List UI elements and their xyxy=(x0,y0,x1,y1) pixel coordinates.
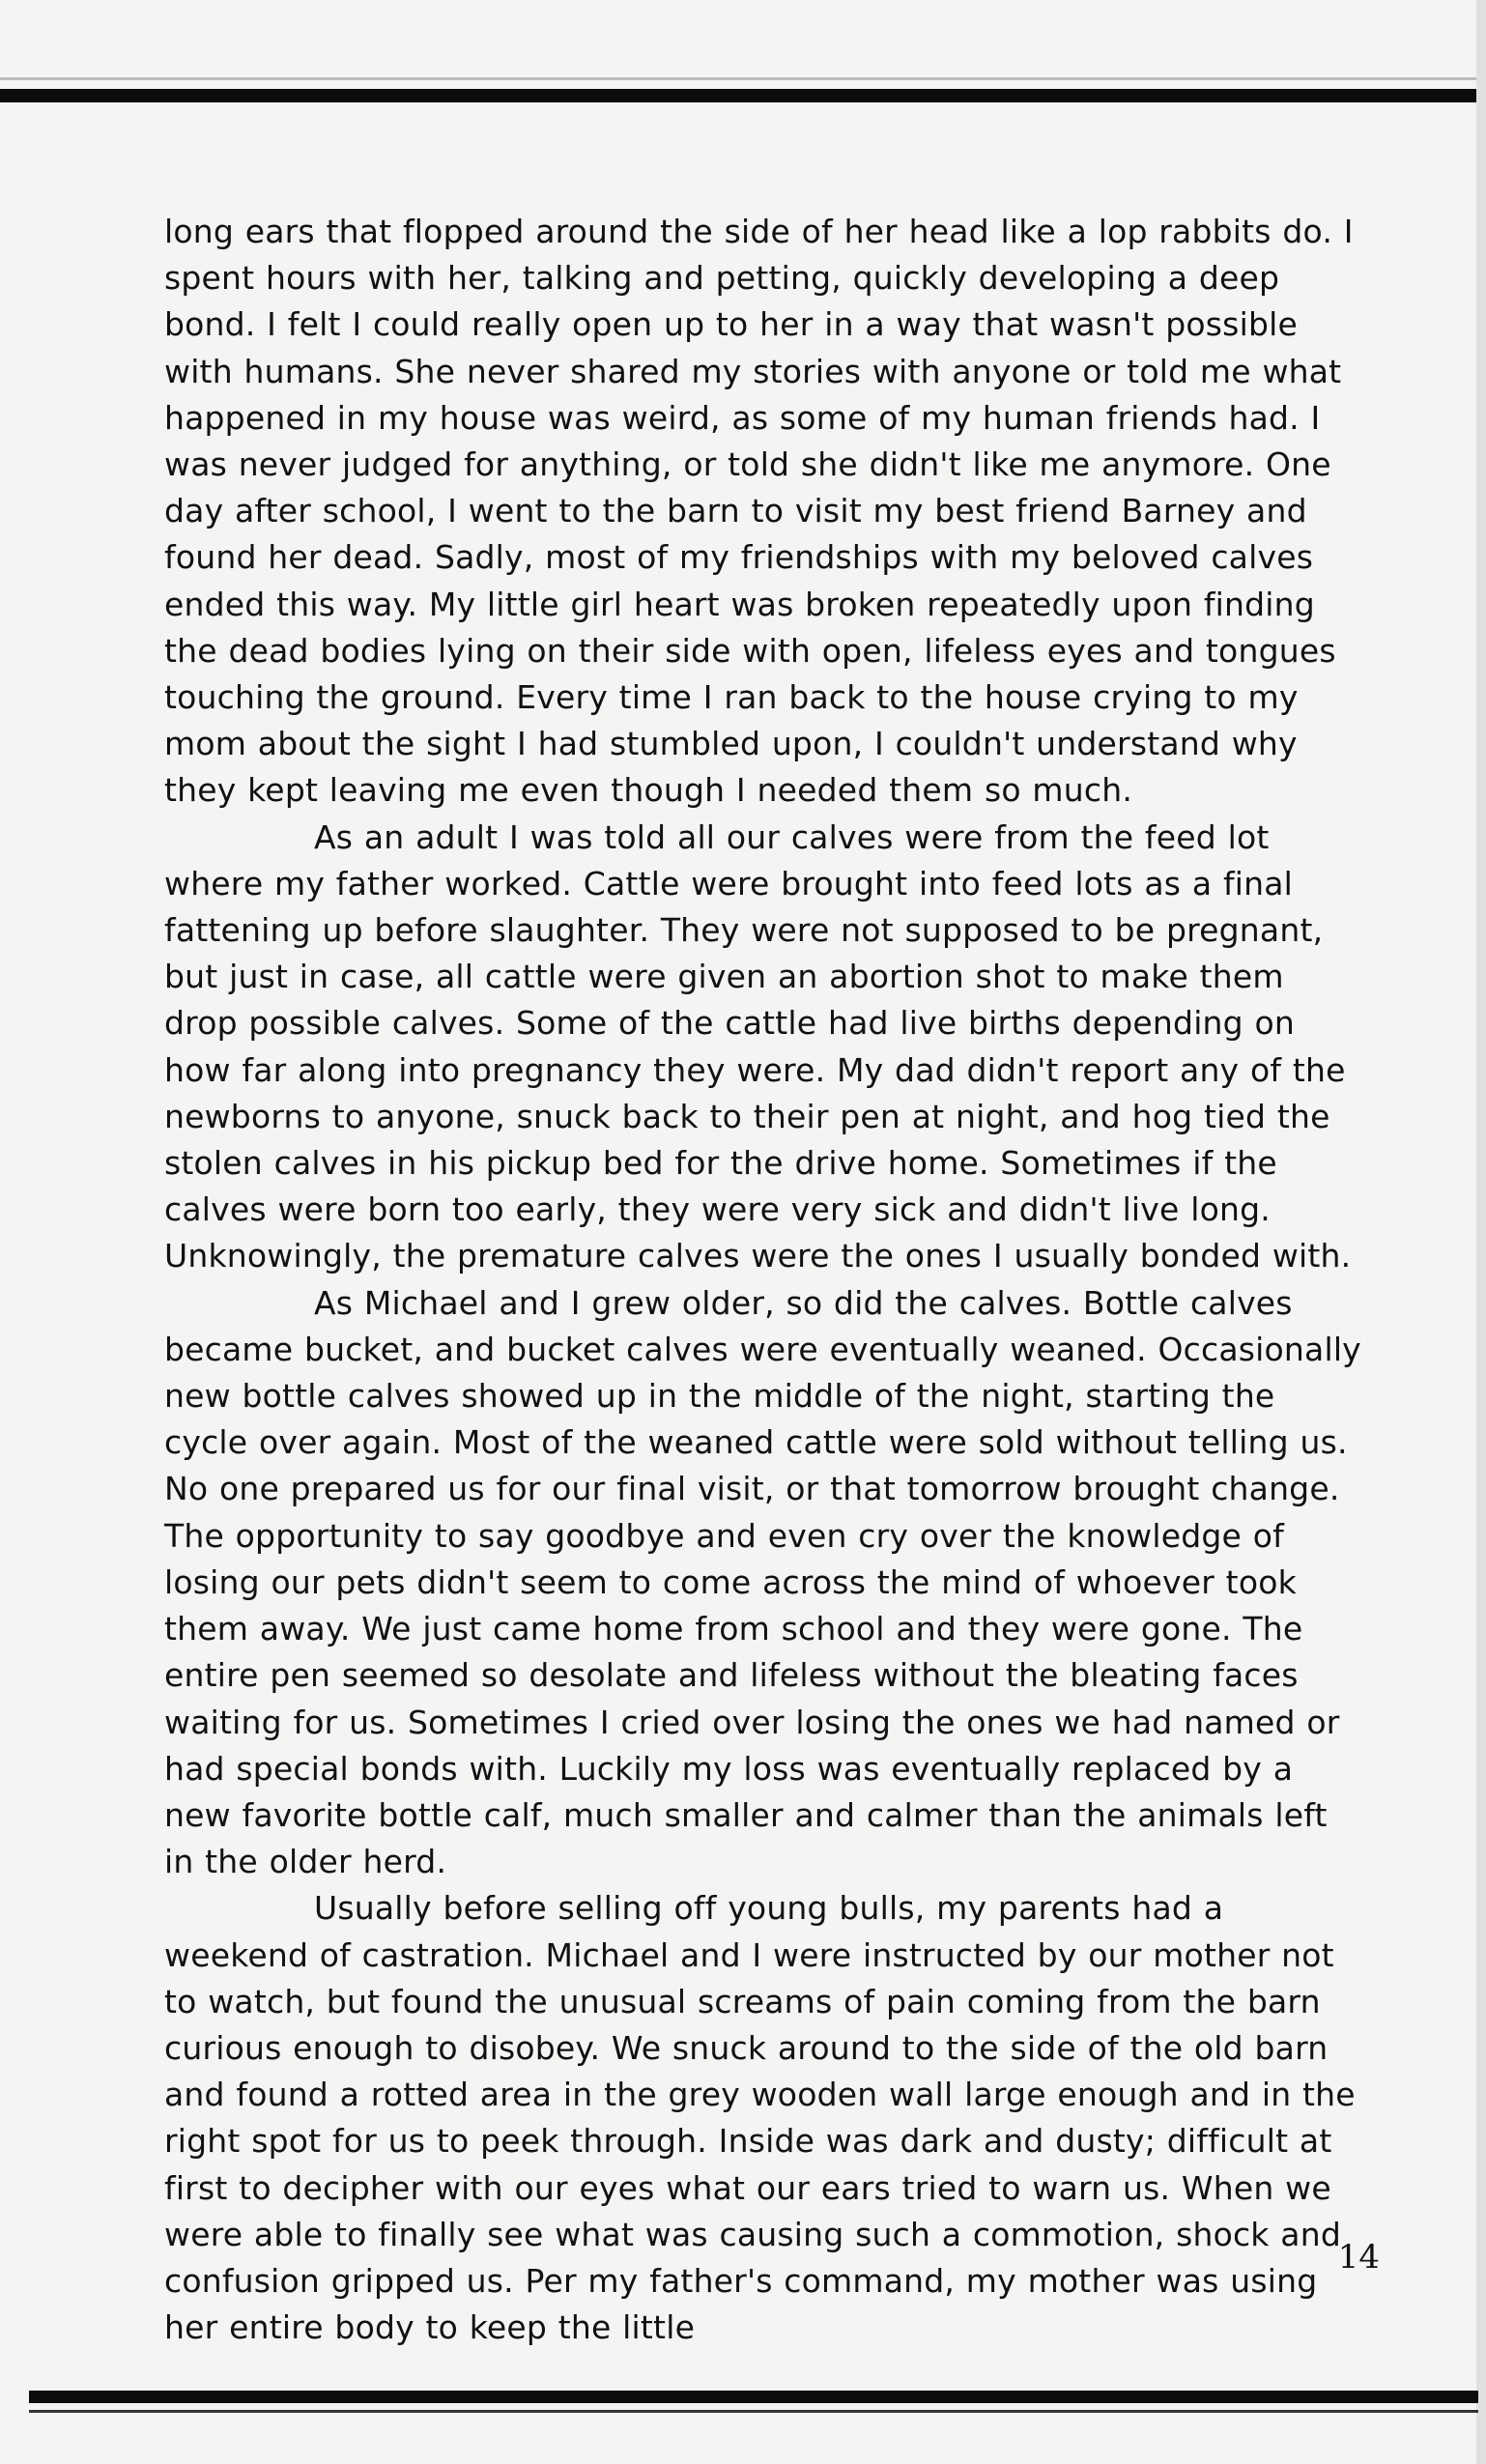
top-rule xyxy=(0,89,1478,102)
body-text xyxy=(164,209,1362,2351)
paragraph-2: As an adult I was told all our calves were from the feed lot where my father worked. Cattle were brought into feed lots as a final fattening up before slaughter. They were not supposed to be pregnant, but just in case, all cattle were given an abortion shot to make them drop possible calves. Some of the cattle had live births depending on how far along into pregnancy they were. My dad didn't report any of the newborns to anyone, snuck back to their pen at night, and hog tied the stolen calves in his pickup bed for the drive home. Sometimes if the calves were born too early, they were very sick and didn't live long. Unknowingly, the premature calves were the ones I usually bonded with. xyxy=(164,817,1352,1275)
page-edge xyxy=(1476,0,1486,2464)
top-thin-rule xyxy=(0,77,1478,80)
bottom-thin-rule xyxy=(29,2410,1478,2413)
paragraph-4: Usually before selling off young bulls, my parents had a weekend of castration. Michael and I were instructed by our mother not to watch, but found the unusual screams of pain coming from the barn curious enough to disobey. We snuck around to the side of the old barn and found a rotted area in the grey wooden wall large enough and in the right spot for us to peek through. Inside was dark and dusty; difficult at first to decipher with our eyes what our ears tried to warn us. When we were able to finally see what was causing such a commotion, shock and confusion gripped us. Per my father's command, my mother was using her entire body to keep the little xyxy=(164,1889,1356,2347)
page-number: 14 xyxy=(1337,2238,1380,2277)
bottom-rule xyxy=(29,2391,1478,2403)
paragraph-1: long ears that flopped around the side of her head like a lop rabbits do. I spent hours with her, talking and petting, quickly developing a deep bond. I felt I could really open up to her in a way that wasn't possible with humans. She never shared my stories with anyone or told me what happened in my house was weird, as some of my human friends had. I was never judged for anything, or told she didn't like me anymore. One day after school, I went to the barn to visit my best friend Barney and found her dead. Sadly, most of my friendships with my beloved calves ended this way. My little girl heart was broken repeatedly upon finding the dead bodies lying on their side with open, lifeless eyes and tongues touching the ground. Every time I ran back to the house crying to my mom about the sight I had stumbled upon, I couldn't understand why they kept leaving me even though I needed them so much. xyxy=(164,213,1354,810)
paragraph-3: As Michael and I grew older, so did the calves. Bottle calves became bucket, and bucket calves were eventually weaned. Occasionally new bottle calves showed up in the middle of the night, starting the cycle over again. Most of the weaned cattle were sold without telling us. No one prepared us for our final visit, or that tomorrow brought change. The opportunity to say goodbye and even cry over the knowledge of losing our pets didn't seem to come across the mind of whoever took them away. We just came home from school and they were gone. The entire pen seemed so desolate and lifeless without the bleating faces waiting for us. Sometimes I cried over losing the ones we had named or had special bonds with. Luckily my loss was eventually replaced by a new favorite bottle calf, much smaller and calmer than the animals left in the older herd. xyxy=(164,1283,1361,1881)
